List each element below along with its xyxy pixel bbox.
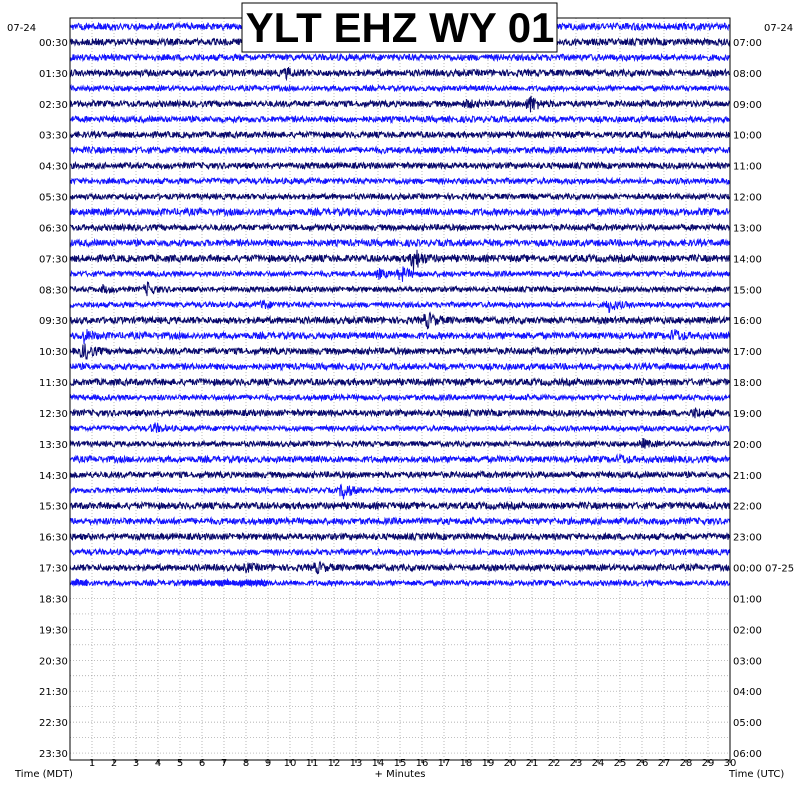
left-time-label: 08:30 xyxy=(39,285,68,297)
x-tick-label: 18 xyxy=(459,758,473,769)
left-time-label: 13:30 xyxy=(39,439,68,451)
x-tick-label: 14 xyxy=(371,758,385,769)
x-tick-label: 11 xyxy=(305,758,319,769)
left-time-label: 12:30 xyxy=(39,408,68,420)
right-time-label: 23:00 xyxy=(733,532,762,544)
right-time-label: 14:00 xyxy=(733,254,762,266)
x-tick-label: 15 xyxy=(393,758,407,769)
left-time-label: 16:30 xyxy=(39,532,68,544)
x-tick-label: 20 xyxy=(503,758,517,769)
left-time-label: 19:30 xyxy=(39,625,68,637)
left-time-label: 06:30 xyxy=(39,223,68,235)
right-time-label: 13:00 xyxy=(733,223,762,235)
left-time-label: 01:30 xyxy=(39,68,68,80)
right-time-label: 07:00 xyxy=(733,37,762,49)
x-tick-label: 7 xyxy=(220,758,228,769)
x-tick-label: 13 xyxy=(349,758,363,769)
right-time-label: 01:00 xyxy=(733,594,762,606)
right-time-label: 06:00 xyxy=(733,749,762,761)
right-time-label: 09:00 xyxy=(733,99,762,111)
right-time-label: 04:00 xyxy=(733,687,762,699)
x-axis-label: + Minutes xyxy=(374,769,426,780)
x-tick-label: 28 xyxy=(679,758,693,769)
right-time-label: 20:00 xyxy=(733,439,762,451)
x-tick-label: 22 xyxy=(547,758,561,769)
left-time-label: 22:30 xyxy=(39,718,68,730)
x-tick-label: 25 xyxy=(613,758,627,769)
x-tick-label: 19 xyxy=(481,758,495,769)
x-tick-label: 4 xyxy=(154,758,162,769)
x-tick-label: 3 xyxy=(132,758,140,769)
right-time-label: 05:00 xyxy=(733,718,762,730)
left-time-label: 09:30 xyxy=(39,316,68,328)
right-time-label: 11:00 xyxy=(733,161,762,173)
x-tick-label: 6 xyxy=(198,758,206,769)
x-tick-label: 5 xyxy=(176,758,184,769)
x-tick-label: 21 xyxy=(525,758,539,769)
x-tick-label: 16 xyxy=(415,758,429,769)
left-time-label: 14:30 xyxy=(39,470,68,482)
left-time-label: 10:30 xyxy=(39,347,68,359)
right-time-label: 15:00 xyxy=(733,285,762,297)
x-tick-label: 2 xyxy=(110,758,118,769)
x-tick-label: 17 xyxy=(437,758,451,769)
left-time-label: 20:30 xyxy=(39,656,68,668)
right-time-label: 22:00 xyxy=(733,501,762,513)
left-time-label: 17:30 xyxy=(39,563,68,575)
left-time-label: 11:30 xyxy=(39,378,68,390)
right-time-label: 00:00 07-25 xyxy=(733,563,795,575)
x-tick-label: 30 xyxy=(723,758,737,769)
right-axis-label: Time (UTC) xyxy=(729,769,785,780)
x-tick-label: 10 xyxy=(283,758,297,769)
right-time-label: 19:00 xyxy=(733,408,762,420)
right-time-label: 17:00 xyxy=(733,347,762,359)
right-time-label: 10:00 xyxy=(733,130,762,142)
left-time-label: 07:30 xyxy=(39,254,68,266)
x-tick-label: 24 xyxy=(591,758,605,769)
date-right: 07-24 xyxy=(764,23,794,34)
x-tick-label: 23 xyxy=(569,758,583,769)
left-time-label: 21:30 xyxy=(39,687,68,699)
title-box xyxy=(242,3,557,52)
left-time-label: 23:30 xyxy=(39,749,68,761)
right-time-label: 16:00 xyxy=(733,316,762,328)
right-time-label: 21:00 xyxy=(733,470,762,482)
right-time-label: 02:00 xyxy=(733,625,762,637)
x-tick-label: 26 xyxy=(635,758,649,769)
x-tick-label: 29 xyxy=(701,758,715,769)
left-time-label: 18:30 xyxy=(39,594,68,606)
left-axis-label: Time (MDT) xyxy=(15,769,73,780)
chart-title: YLT EHZ WY 01 xyxy=(245,4,555,51)
x-tick-label: 27 xyxy=(657,758,671,769)
x-tick-label: 12 xyxy=(327,758,341,769)
left-time-label: 02:30 xyxy=(39,99,68,111)
left-time-label: 05:30 xyxy=(39,192,68,204)
x-tick-label: 9 xyxy=(264,758,272,769)
left-time-label: 04:30 xyxy=(39,161,68,173)
left-time-label: 15:30 xyxy=(39,501,68,513)
right-time-label: 08:00 xyxy=(733,68,762,80)
right-time-label: 18:00 xyxy=(733,378,762,390)
left-time-label: 03:30 xyxy=(39,130,68,142)
right-time-label: 12:00 xyxy=(733,192,762,204)
x-tick-label: 1 xyxy=(88,758,96,769)
left-time-label: 00:30 xyxy=(39,37,68,49)
right-time-label: 03:00 xyxy=(733,656,762,668)
date-left: 07-24 xyxy=(7,23,37,34)
x-tick-label: 8 xyxy=(242,758,250,769)
